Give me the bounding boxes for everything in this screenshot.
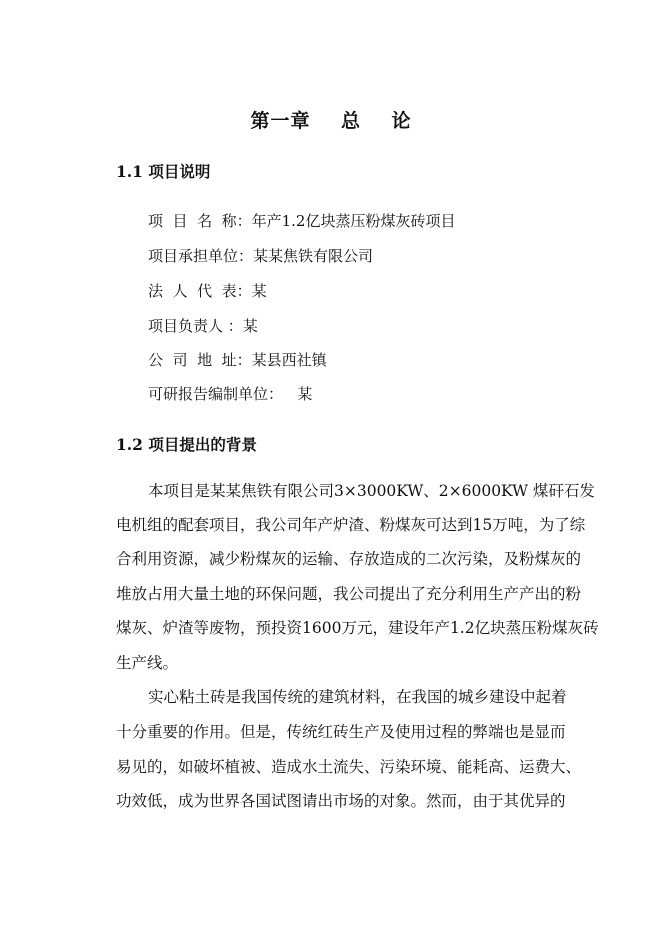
paragraph-line: 电机组的配套项目，我公司年产炉渣、粉煤灰可达到15万吨，为了综: [116, 516, 586, 534]
legal-representative-line: 法 人 代 表：某: [148, 282, 267, 300]
report-compiler-line: 可研报告编制单位： 某: [148, 385, 313, 403]
section-heading-1-2: 1.2 项目提出的背景: [116, 435, 257, 454]
paragraph-line: 堆放占用大量土地的环保问题，我公司提出了充分利用生产产出的粉: [116, 585, 582, 603]
paragraph-line: 易见的，如破坏植被、造成水土流失、污染环境、能耗高、运费大、: [116, 758, 582, 776]
project-leader-line: 项目负责人 ：某: [148, 317, 258, 335]
paragraph-line: 实心粘土砖是我国传统的建筑材料，在我国的城乡建设中起着: [148, 688, 567, 706]
paragraph-line: 本项目是某某焦铁有限公司3×3000KW、2×6000KW 煤矸石发: [148, 482, 595, 500]
paragraph-line: 合利用资源，减少粉煤灰的运输、存放造成的二次污染，及粉煤灰的: [116, 550, 582, 568]
paragraph-line: 十分重要的作用。但是，传统红砖生产及使用过程的弊端也是显而: [116, 723, 566, 741]
paragraph-line: 生产线。: [116, 654, 179, 672]
project-name-line: 项 目 名 称：年产1.2亿块蒸压粉煤灰砖项目: [148, 212, 456, 230]
project-undertaker-line: 项目承担单位：某某焦铁有限公司: [148, 247, 374, 265]
paragraph-line: 功效低，成为世界各国试图请出市场的对象。然而，由于其优异的: [116, 792, 566, 810]
section-heading-1-1: 1.1 项目说明: [116, 162, 211, 181]
paragraph-line: 煤灰、炉渣等废物，预投资1600万元，建设年产1.2亿块蒸压粉煤灰砖: [116, 619, 599, 637]
company-address-line: 公 司 地 址：某县西社镇: [148, 351, 327, 369]
chapter-title: 第一章 总 论: [250, 110, 412, 132]
